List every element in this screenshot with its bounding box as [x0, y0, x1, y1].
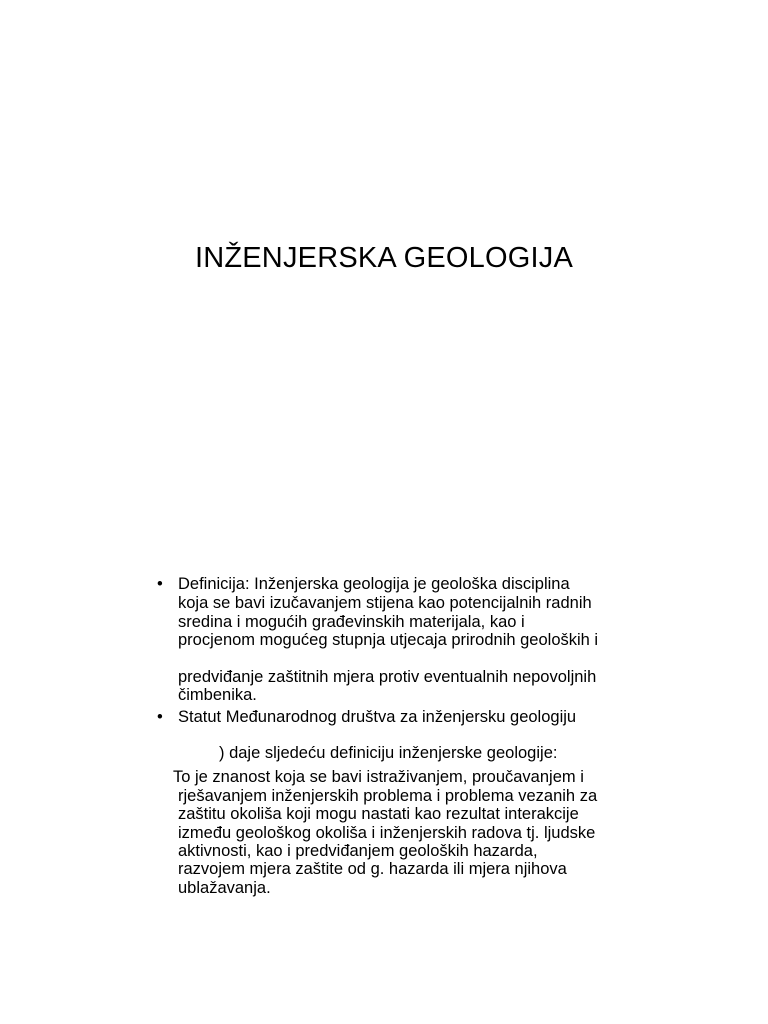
- definition-line: sredina i mogućih građevinskih materijala, kao i: [178, 613, 525, 631]
- page-title: INŽENJERSKA GEOLOGIJA: [194, 242, 574, 274]
- definition-line: koja se bavi izučavanjem stijena kao potencijalnih radnih: [178, 594, 592, 612]
- definition-paragraph-line: To je znanost koja se bavi istraživanjem, proučavanjem i: [173, 768, 584, 786]
- bullet-icon: •: [157, 575, 163, 593]
- statute-line: Statut Međunarodnog društva za inženjersku geologiju: [178, 708, 577, 726]
- definition-paragraph-line: rješavanjem inženjerskih problema i problema vezanih za: [178, 787, 598, 805]
- definition-line: čimbenika.: [178, 686, 257, 704]
- definition-line: Definicija: Inženjerska geologija je geološka disciplina: [178, 575, 570, 593]
- statute-line: ) daje sljedeću definiciju inženjerske geologije:: [219, 744, 558, 762]
- definition-paragraph-line: zaštitu okoliša koji mogu nastati kao rezultat interakcije: [178, 805, 579, 823]
- definition-paragraph-line: ublažavanja.: [178, 879, 271, 897]
- bullet-icon: •: [157, 708, 163, 726]
- definition-paragraph-line: aktivnosti, kao i predviđanjem geoloških hazarda,: [178, 842, 538, 860]
- definition-paragraph-line: između geološkog okoliša i inženjerskih radova tj. ljudske: [178, 824, 596, 842]
- definition-line: procjenom mogućeg stupnja utjecaja prirodnih geoloških i: [178, 631, 599, 649]
- definition-line: predviđanje zaštitnih mjera protiv eventualnih nepovoljnih: [178, 668, 597, 686]
- definition-paragraph-line: razvojem mjera zaštite od g. hazarda ili mjera njihova: [178, 860, 567, 878]
